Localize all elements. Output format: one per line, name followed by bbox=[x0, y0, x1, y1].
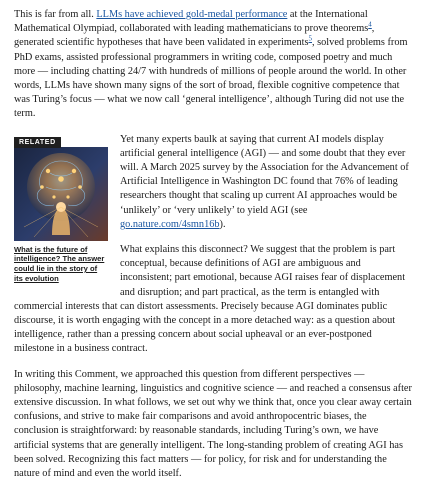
text-run: Yet many experts baulk at saying that current AI models display artificial general intelligence (AGI) — and some doubt that they ever will. A March 2025 survey by the Association for the Advancement of Artificial Intelligence in Washington DC found that 76% of leading researchers thought that scaling up current AI approaches would be ‘unlikely’ or ‘very unlikely’ to yield AGI (see bbox=[120, 133, 409, 216]
related-article-link[interactable]: What is the future of intelligence? The answer could lie in the story of its evolution bbox=[14, 244, 105, 283]
reference-5-link[interactable]: 5 bbox=[308, 34, 312, 43]
text-run: , solved problems from PhD exams, assisted professional programmers in writing code, composed poetry and much more — including chatting 24/7 with hundreds of millions of people around the world. In other words, LLMs have shown many signs of the sort of broad, flexible cognitive competence that was Turing’s focus — what we now call ‘general intelligence’, although Turing did not use the term. bbox=[14, 37, 408, 120]
text-run: This is far from all. bbox=[14, 9, 97, 20]
paragraph-1 bbox=[14, 8, 413, 122]
related-article-card[interactable] bbox=[14, 135, 108, 284]
text-run: at the International Mathematical Olympiad, collaborated with leading mathematicians to prove theorems bbox=[14, 9, 369, 35]
survey-link[interactable]: go.nature.com/4smn16b bbox=[120, 218, 220, 230]
text-run: ). bbox=[219, 218, 226, 230]
paragraph-4: In writing this Comment, we approached this question from different perspectives — philosophy, machine learning, linguistics and cognitive science — and reached a consensus after extensive discussion. In what follows, we set out why we think that, once you clear away certain confusions, and strive to make fair comparisons and avoid anthropocentric biases, the conclusion is straightforward: by reasonable standards, including Turing’s own, we have artificial systems that are generally intelligent. The long-standing problem of creating AGI has been solved. Recognizing this fact matters — for policy, for risk and for understanding the nature of mind and even the world itself. bbox=[14, 368, 412, 480]
related-article-thumbnail[interactable] bbox=[14, 147, 108, 241]
text-run: , generated scientific hypotheses that have been validated in experiments bbox=[14, 23, 375, 49]
gold-medal-link[interactable]: LLMs have achieved gold-medal performance bbox=[96, 9, 288, 20]
related-tag: RELATED bbox=[14, 137, 61, 148]
paragraph-3: What explains this disconnect? We suggest that the problem is part conceptual, because definitions of AGI are ambiguous and inconsistent; part emotional, because AGI raises fear of displacement and disruption; and part practical, as the term is entangled with commercial interests that can distort assessments. Precisely because AGI dominates public discourse, it is worth engaging with the concept in a more detached way: as a question about intelligence, rather than a pressing concern about social upheaval or an ever-postponed milestone in a business contract. bbox=[14, 244, 406, 355]
reference-4-link[interactable]: 4 bbox=[368, 20, 372, 29]
